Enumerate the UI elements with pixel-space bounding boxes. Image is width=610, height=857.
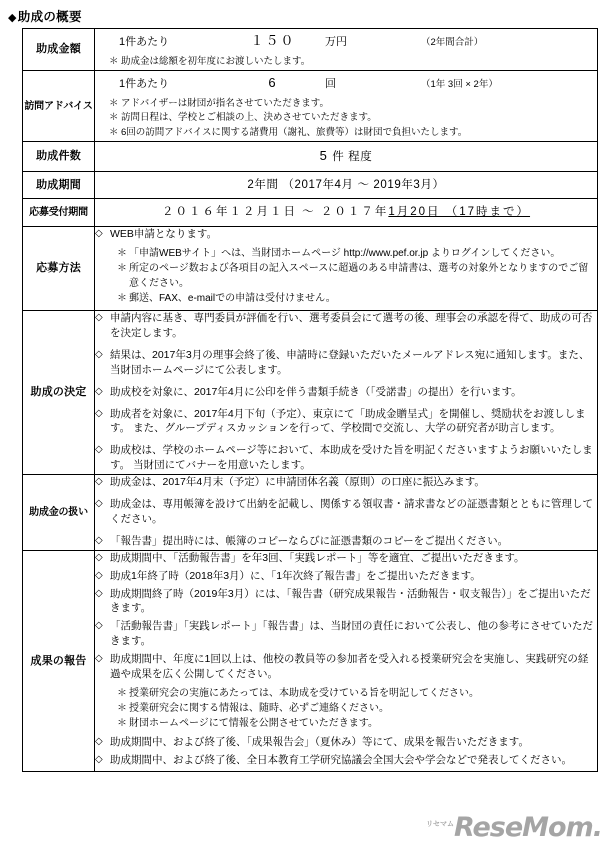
item-text: 助成期間中、および終了後、全日本教育工学研究協議会全国大会や学会などで発表してください。	[110, 753, 572, 766]
table-row-decision	[23, 310, 598, 474]
list-item	[95, 652, 597, 682]
diamond-bullet-icon: ◇	[95, 498, 103, 510]
diamond-bullet-icon: ◇	[95, 444, 103, 456]
list-item	[95, 534, 597, 549]
reporting-list-after	[95, 735, 597, 768]
item-text: 助成1年終了時（2018年3月）に、「1年次終了報告書」をご提出いただきます。	[110, 569, 481, 582]
list-item	[109, 126, 597, 140]
table-row-application-window	[23, 199, 598, 227]
asterisk-icon: ＊	[109, 98, 119, 110]
note-text: 助成金は総額を初年度にお渡しいたします。	[121, 55, 311, 67]
note-text: 6回の訪問アドバイスに関する諸費用（謝礼、旅費等）は財団で負担いたします。	[121, 126, 468, 138]
list-item	[117, 716, 597, 731]
watermark-superscript: リセマム	[426, 820, 455, 828]
grant-handling-list	[95, 475, 597, 549]
count-suffix: 件 程度	[332, 150, 373, 163]
diamond-bullet-icon: ◇	[95, 569, 103, 581]
item-text: 結果は、2017年3月の理事会終了後、申請時に登録いただいたメールアドレス宛に通知します。また、当財団ホームページにて公表します。	[110, 348, 590, 376]
item-text: 申請内容に基き、専門委員が評価を行い、選考委員会にて選考の後、理事会の承認を得て、助成の可否を決定します。	[110, 311, 593, 339]
note-text: 郵送、FAX、e-mailでの申請は受付けません。	[129, 292, 336, 304]
visits-line	[95, 71, 597, 95]
diamond-bullet-icon: ◇	[95, 587, 103, 599]
application-window-deadline: 1月20日 （17時まで）	[388, 206, 531, 219]
note-text: 「申請WEBサイト」へは、当財団ホームページ http://www.pef.or.jp よりログインしてください。	[129, 247, 561, 259]
row-label-visits: 訪問アドバイス	[23, 71, 95, 142]
page-title-text: 助成の概要	[17, 10, 82, 24]
list-item	[95, 475, 597, 490]
item-text: 「報告書」提出時には、帳簿のコピーならびに証憑書類のコピーをご提出ください。	[110, 534, 509, 547]
list-item	[117, 686, 597, 701]
table-row-grant-handling	[23, 475, 598, 551]
table-row-amount	[23, 29, 598, 71]
item-text: 助成者を対象に、2017年4月下旬（予定）、東京にて「助成金贈呈式」を開催し、奨励状をお渡しします。 また、グループディスカッションを行って、学校間で交流し、大学の研究者が助言します。	[110, 407, 586, 435]
amount-note: （2年間合計）	[421, 37, 484, 48]
diamond-bullet-icon: ◇	[95, 534, 103, 546]
application-method-notes	[95, 246, 597, 306]
asterisk-icon: ＊	[117, 688, 127, 699]
heading-diamond-icon: ◆	[8, 12, 17, 24]
asterisk-icon: ＊	[109, 112, 119, 124]
table-row-visits	[23, 71, 598, 142]
diamond-bullet-icon: ◇	[95, 385, 103, 397]
visits-per-unit: 1件あたり	[119, 78, 170, 91]
list-item	[109, 97, 597, 111]
watermark	[426, 812, 602, 843]
list-item	[95, 619, 597, 649]
list-item	[117, 701, 597, 716]
diamond-bullet-icon: ◇	[95, 653, 103, 665]
visits-note: （1年 3回 × 2年）	[421, 79, 498, 91]
diamond-bullet-icon: ◇	[95, 476, 103, 488]
asterisk-icon: ＊	[117, 247, 127, 259]
row-label-decision: 助成の決定	[23, 310, 95, 474]
application-window-prefix: ２０１６年１２月１日 ～ ２０１７年	[161, 206, 389, 219]
period-line: 2年間 （2017年4月 ～ 2019年3月）	[247, 178, 445, 191]
application-method-list	[95, 227, 597, 242]
table-row-period	[23, 171, 598, 199]
overview-table	[22, 28, 598, 772]
item-text: 助成期間終了時（2019年3月）には、「報告書（研究成果報告・活動報告・収支報告）」をご提出いただきます。	[110, 587, 591, 615]
asterisk-icon: ＊	[117, 718, 127, 729]
watermark-text: ReseMom	[454, 812, 593, 843]
list-item	[95, 311, 597, 341]
row-body-amount	[95, 29, 598, 71]
diamond-bullet-icon: ◇	[95, 348, 103, 360]
list-item	[95, 385, 597, 400]
list-item	[95, 735, 597, 750]
list-item	[95, 443, 597, 473]
row-label-amount: 助成金額	[23, 29, 95, 71]
decision-list	[95, 311, 597, 473]
asterisk-icon: ＊	[117, 703, 127, 714]
reporting-sub-notes	[95, 686, 597, 731]
note-text: 財団ホームページにて情報を公開させていただきます。	[129, 718, 378, 729]
row-label-count: 助成件数	[23, 141, 95, 171]
table-row-reporting	[23, 550, 598, 771]
item-text: 助成期間中、「活動報告書」を年3回、「実践レポート」等を適宜、ご提出いただきます。	[110, 551, 525, 564]
application-window-line	[95, 199, 597, 226]
item-text: 助成期間中、年度に1回以上は、他校の教員等の参加者を受入れる授業研究会を実施し、実践研究の経過や成果を広く公開してください。	[110, 653, 589, 681]
row-body-grant-handling	[95, 475, 598, 551]
amount-value: １５０	[250, 33, 296, 48]
asterisk-icon: ＊	[109, 55, 119, 67]
row-label-grant-handling: 助成金の扱い	[23, 475, 95, 551]
row-label-application-window: 応募受付期間	[23, 199, 95, 227]
list-item	[109, 111, 597, 125]
row-body-application-method	[95, 227, 598, 311]
item-text: WEB申請となります。	[110, 228, 218, 241]
note-text: 授業研究会に関する情報は、随時、必ずご連絡ください。	[129, 703, 389, 714]
amount-note-list	[95, 53, 597, 70]
row-label-application-method: 応募方法	[23, 227, 95, 311]
row-body-reporting	[95, 550, 598, 771]
watermark-suffix: .	[592, 812, 602, 843]
asterisk-icon: ＊	[117, 262, 127, 274]
amount-line	[95, 29, 597, 53]
table-row-count	[23, 141, 598, 171]
list-item	[117, 246, 597, 261]
visits-unit: 回	[325, 78, 336, 91]
diamond-bullet-icon: ◇	[95, 620, 103, 632]
list-item	[95, 587, 597, 617]
note-text: 授業研究会の実施にあたっては、本助成を受けている旨を明記してください。	[129, 688, 479, 699]
list-item	[95, 497, 597, 527]
asterisk-icon: ＊	[109, 126, 119, 138]
amount-per-unit: 1件あたり	[119, 36, 170, 48]
list-item	[95, 551, 597, 566]
list-item	[95, 407, 597, 437]
row-body-count	[95, 141, 598, 171]
count-line	[95, 142, 597, 171]
item-text: 助成校は、学校のホームページ等において、本助成を受けた旨を明記くださいますようお願いいたします。 当財団にてバナーを用意いたします。	[110, 444, 593, 472]
diamond-bullet-icon: ◇	[95, 407, 103, 419]
diamond-bullet-icon: ◇	[95, 736, 103, 747]
item-text: 助成校を対象に、2017年4月に公印を伴う書類手続き（「受諾書」の提出）を行います。	[110, 385, 522, 398]
page-title	[8, 7, 82, 25]
row-label-period: 助成期間	[23, 171, 95, 199]
row-body-period	[95, 171, 598, 199]
row-body-decision	[95, 310, 598, 474]
row-body-visits	[95, 71, 598, 142]
item-text: 助成金は、専用帳簿を設けて出納を記載し、関係する領収書・請求書などの証憑書類とともに管理してください。	[110, 498, 593, 525]
list-item	[117, 291, 597, 306]
diamond-bullet-icon: ◇	[95, 228, 103, 240]
note-text: 所定のページ数および各項目の記入スペースに超過のある申請書は、選考の対象外となりますのでご留意ください。	[129, 262, 589, 289]
count-value: 5	[319, 147, 329, 163]
asterisk-icon: ＊	[117, 292, 127, 304]
table-row-application-method	[23, 227, 598, 311]
item-text: 「活動報告書」「実践レポート」「報告書」は、当財団の責任において公表し、他の参考にさせていただきます。	[110, 620, 593, 648]
item-text: 助成期間中、および終了後、「成果報告会」（夏休み）等にて、成果を報告いただきます。	[110, 736, 529, 748]
note-text: 訪問日程は、学校とご相談の上、決めさせていただきます。	[121, 112, 377, 124]
list-item	[95, 348, 597, 378]
note-text: アドバイザーは財団が指名させていただきます。	[121, 98, 330, 110]
diamond-bullet-icon: ◇	[95, 753, 103, 765]
diamond-bullet-icon: ◇	[95, 551, 103, 563]
visits-note-list	[95, 95, 597, 141]
reporting-list-before	[95, 551, 597, 682]
row-body-application-window	[95, 199, 598, 227]
diamond-bullet-icon: ◇	[95, 311, 103, 323]
visits-value: 6	[268, 75, 278, 91]
amount-unit: 万円	[325, 36, 347, 48]
list-item	[117, 261, 597, 291]
list-item	[109, 55, 597, 69]
list-item	[95, 569, 597, 584]
list-item	[95, 227, 597, 242]
list-item	[95, 753, 597, 768]
item-text: 助成金は、2017年4月末（予定）に申請団体名義（原則）の口座に振込みます。	[110, 476, 485, 489]
row-label-reporting: 成果の報告	[23, 550, 95, 771]
